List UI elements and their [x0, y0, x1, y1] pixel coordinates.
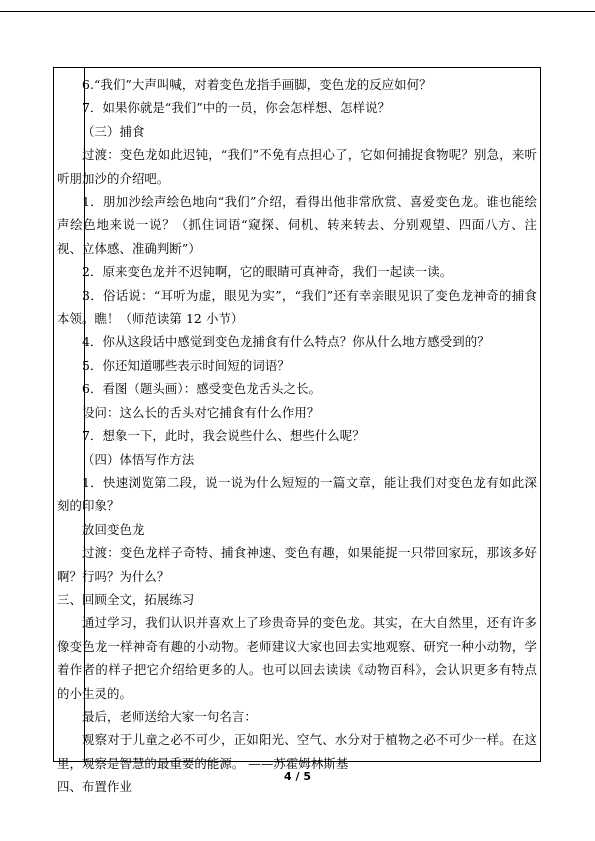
- quote-paragraph: 观察对于儿童之必不可少，正如阳光、空气、水分对于植物之必不可少一样。在这里，观察是智慧的最重要的能源。 ——苏霍姆林斯基: [57, 732, 537, 771]
- paragraph: 6．看图（题头画）：感受变色龙舌头之长。: [82, 381, 322, 397]
- section-heading: 三、回顾全文，拓展练习: [57, 591, 195, 607]
- header-rule: [0, 11, 595, 12]
- paragraph: 通过学习，我们认识并喜欢上了珍贵奇异的变色龙。其实，在大自然里，还有许多像变色龙一样神奇有趣的小动物。老师建议大家也回去实地观察、研究一种小动物，学着作者的样子把它介绍给更多的人。也可以回去读读《动物百科》，会认识更多有特点的小生灵的。: [57, 615, 537, 701]
- paragraph: 1．朋加沙绘声绘色地向“我们”介绍，看得出他非常欣赏、喜爱变色龙。谁也能绘声绘色地来说一说？（抓住词语“窥探、伺机、转来转去、分别观望、四面八方、注视、立体感、准确判断”）: [57, 194, 537, 256]
- subsection-heading: 放回变色龙: [82, 521, 145, 537]
- paragraph: 1．快速浏览第二段，说一说为什么短短的一篇文章，能让我们对变色龙有如此深刻的印象？: [57, 474, 537, 514]
- section-heading: （四）体悟写作方法: [82, 451, 195, 467]
- section-heading: 四、布置作业: [57, 779, 132, 795]
- paragraph: 最后，老师送给大家一句名言：: [82, 708, 257, 724]
- paragraph: 5．你还知道哪些表示时间短的词语？: [82, 357, 290, 373]
- paragraph: 2．原来变色龙并不迟钝啊，它的眼睛可真神奇，我们一起读一读。: [82, 264, 453, 280]
- paragraph: 设问：这么长的舌头对它捕食有什么作用？: [82, 404, 320, 420]
- section-heading: （三）捕食: [82, 123, 145, 139]
- paragraph: 4．你从这段话中感觉到变色龙捕食有什么特点？你从什么地方感受到的？: [82, 334, 490, 350]
- paragraph: 7．如果你就是“我们”中的一员，你会怎样想、怎样说？: [82, 100, 391, 116]
- paragraph: 7．想象一下，此时，我会说些什么、想些什么呢？: [82, 428, 365, 444]
- paragraph: 过渡：变色龙样子奇特、捕食神速、变色有趣，如果能捉一只带回家玩，那该多好啊？行吗？为什么？: [57, 545, 537, 584]
- paragraph: 3．俗话说：“耳听为虚，眼见为实”，“我们”还有幸亲眼见识了变色龙神奇的捕食本领。瞧！（师范读第 12 小节）: [57, 287, 537, 327]
- paragraph: 6.“我们”大声叫喊，对着变色龙指手画脚，变色龙的反应如何？: [82, 77, 432, 92]
- page-number: 4 / 5: [284, 770, 311, 783]
- paragraph: 过渡：变色龙如此迟钝，“我们”不免有点担心了，它如何捕捉食物呢？别急，来听听朋加沙的介绍吧。: [57, 147, 537, 186]
- lesson-content: [57, 73, 537, 799]
